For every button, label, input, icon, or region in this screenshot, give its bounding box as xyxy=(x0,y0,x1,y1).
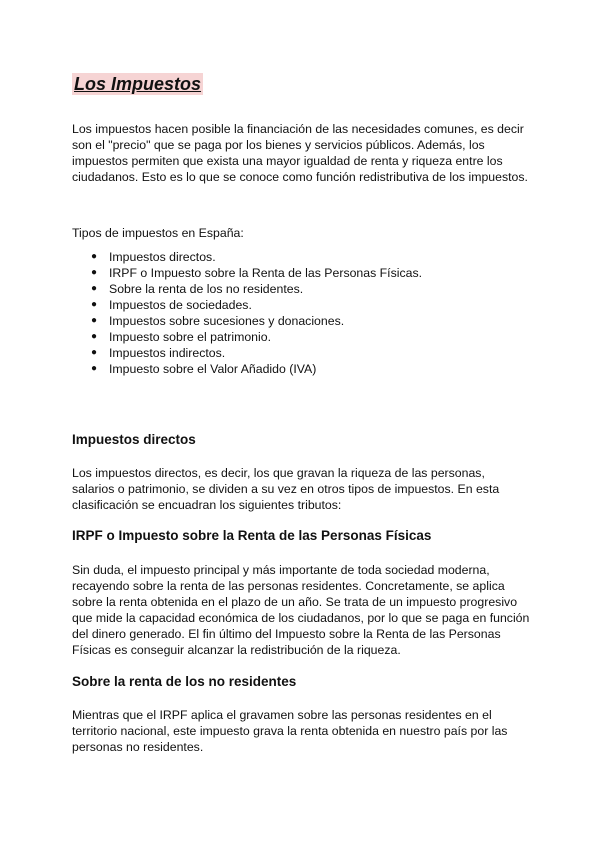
bullet-icon: ● xyxy=(91,267,98,278)
types-label: Tipos de impuestos en España: xyxy=(72,226,244,240)
section-text-irpf: Sin duda, el impuesto principal y más importante de toda sociedad moderna, recayendo sobre la renta de las personas residentes. Concretamente, se aplica sobre la renta obtenida en el plazo de un año. Se trata de un impuesto progresivo que mide la capacidad económica de los ciudadanos, por lo que se paga en función del dinero generado. El fin último del Impuesto sobre la Renta de las Personas Físicas es conseguir alcanzar la redistribución de la riqueza. xyxy=(72,563,530,657)
list-item: ● Impuesto sobre el patrimonio. xyxy=(91,330,271,344)
list-item: ● Sobre la renta de los no residentes. xyxy=(91,282,304,296)
bullet-icon: ● xyxy=(91,283,98,294)
list-item: ● Impuesto sobre el Valor Añadido (IVA) xyxy=(91,362,317,376)
section-text-no-residentes: Mientras que el IRPF aplica el gravamen sobre las personas residentes en el territorio nacional, este impuesto grava la renta obtenida en nuestro país por las personas no residentes. xyxy=(72,708,508,754)
bullet-icon: ● xyxy=(91,363,98,374)
list-item: ● IRPF o Impuesto sobre la Renta de las Personas Físicas. xyxy=(91,266,423,280)
bullet-icon: ● xyxy=(91,347,98,358)
intro-paragraph: Los impuestos hacen posible la financiación de las necesidades comunes, es decir son el "precio" que se paga por los bienes y servicios públicos. Además, los impuestos permiten que exista una mayor igualdad de renta y riqueza entre los ciudadanos. Esto es lo que se conoce como función redistributiva de los impuestos. xyxy=(72,122,528,184)
section-heading-irpf: IRPF o Impuesto sobre la Renta de las Personas Físicas xyxy=(72,528,432,543)
bullet-icon: ● xyxy=(91,251,98,262)
section-heading-no-residentes: Sobre la renta de los no residentes xyxy=(72,674,297,689)
list-item: ● Impuestos directos. xyxy=(91,250,216,264)
bullet-icon: ● xyxy=(91,315,98,326)
document-title: Los Impuestos xyxy=(74,74,202,94)
list-item: ● Impuestos sobre sucesiones y donaciones. xyxy=(91,314,345,328)
bullet-icon: ● xyxy=(91,331,98,342)
section-heading-directos: Impuestos directos xyxy=(72,432,196,447)
section-text-directos: Los impuestos directos, es decir, los que gravan la riqueza de las personas, salarios o patrimonio, se dividen a su vez en otros tipos de impuestos. En esta clasificación se encuadran los siguientes tributos: xyxy=(72,466,500,512)
tax-types-list xyxy=(72,249,532,377)
list-item: ● Impuestos de sociedades. xyxy=(91,298,252,312)
list-item: ● Impuestos indirectos. xyxy=(91,346,226,360)
bullet-icon: ● xyxy=(91,299,98,310)
